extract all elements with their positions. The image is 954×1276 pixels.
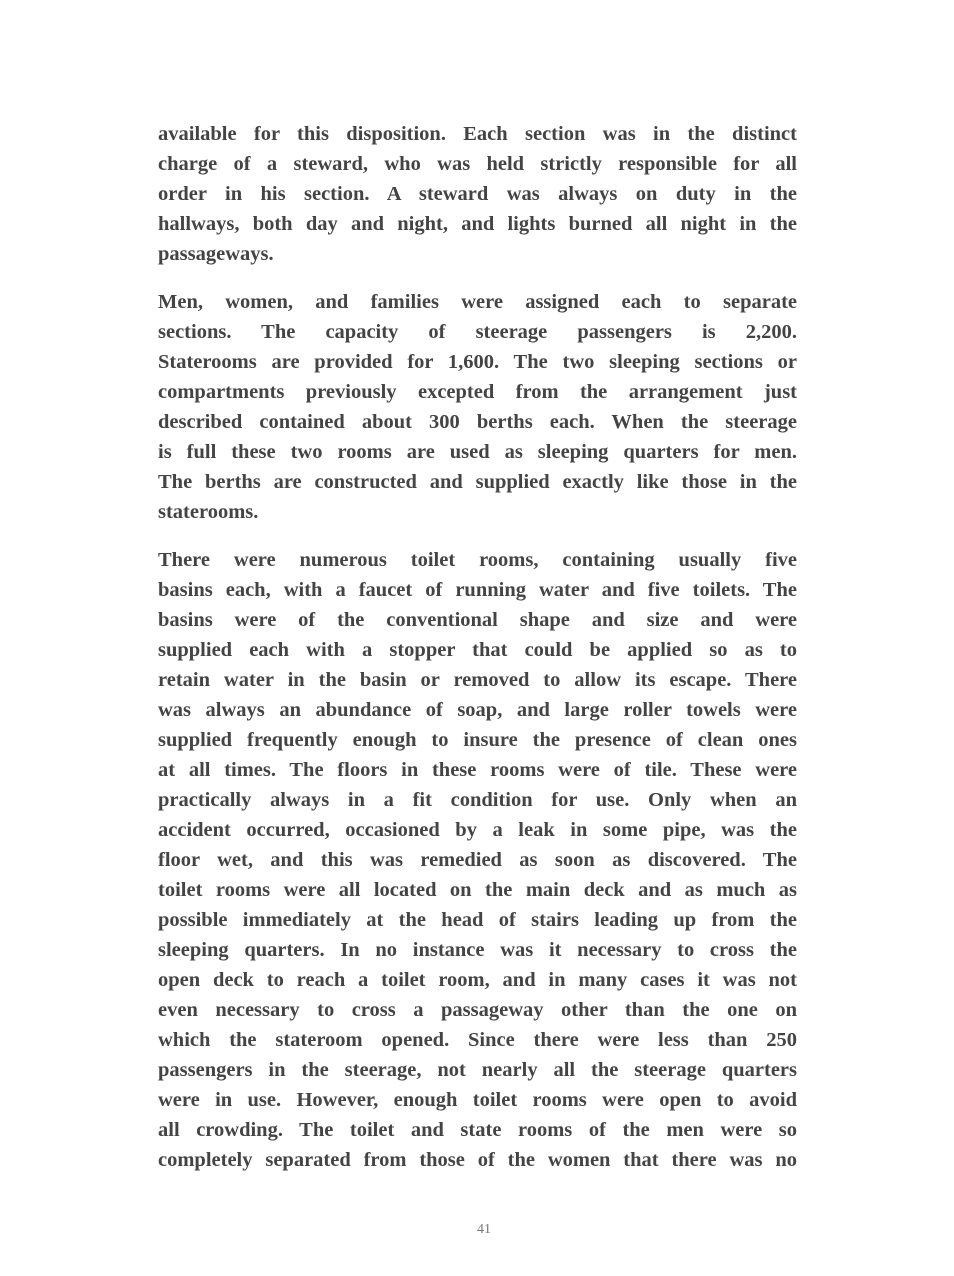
text-line: sleeping quarters. In no instance was it necessary to cross the [158, 939, 797, 961]
text-line: available for this disposition. Each section was in the distinct [158, 123, 797, 145]
text-line: possible immediately at the head of stairs leading up from the [158, 909, 797, 931]
paragraph [158, 545, 797, 1175]
text-line: order in his section. A steward was always on duty in the [158, 183, 797, 205]
text-line: open deck to reach a toilet room, and in many cases it was not [158, 969, 797, 991]
text-line: There were numerous toilet rooms, containing usually five [158, 549, 797, 571]
text-line: practically always in a fit condition for use. Only when an [158, 789, 797, 811]
text-line: described contained about 300 berths each. When the steerage [158, 411, 797, 433]
text-line: hallways, both day and night, and lights burned all night in the [158, 213, 797, 235]
text-line: were in use. However, enough toilet rooms were open to avoid [158, 1089, 797, 1111]
text-line: is full these two rooms are used as sleeping quarters for men. [158, 441, 797, 463]
text-line: compartments previously excepted from the arrangement just [158, 381, 797, 403]
text-line: retain water in the basin or removed to allow its escape. There [158, 669, 797, 691]
text-line: toilet rooms were all located on the main deck and as much as [158, 879, 797, 901]
text-line: staterooms. [158, 501, 259, 523]
text-line: floor wet, and this was remedied as soon as discovered. The [158, 849, 797, 871]
text-line: passageways. [158, 243, 274, 265]
text-line: supplied frequently enough to insure the presence of clean ones [158, 729, 797, 751]
text-line: sections. The capacity of steerage passengers is 2,200. [158, 321, 797, 343]
text-line: all crowding. The toilet and state rooms of the men were so [158, 1119, 797, 1141]
text-line: even necessary to cross a passageway other than the one on [158, 999, 797, 1021]
text-line: basins each, with a faucet of running water and five toilets. The [158, 579, 797, 601]
text-line: which the stateroom opened. Since there were less than 250 [158, 1029, 797, 1051]
text-line: passengers in the steerage, not nearly all the steerage quarters [158, 1059, 797, 1081]
page-number: 41 [477, 1222, 491, 1237]
text-line: accident occurred, occasioned by a leak in some pipe, was the [158, 819, 797, 841]
text-line: was always an abundance of soap, and large roller towels were [158, 699, 797, 721]
text-line: Men, women, and families were assigned each to separate [158, 291, 797, 313]
text-line: completely separated from those of the women that there was no [158, 1149, 797, 1171]
text-line: at all times. The floors in these rooms were of tile. These were [158, 759, 797, 781]
text-line: supplied each with a stopper that could be applied so as to [158, 639, 797, 661]
paragraph [158, 287, 797, 527]
text-line: Staterooms are provided for 1,600. The two sleeping sections or [158, 351, 797, 373]
body-text [158, 119, 797, 1193]
paragraph [158, 119, 797, 269]
text-line: basins were of the conventional shape and size and were [158, 609, 797, 631]
text-line: The berths are constructed and supplied exactly like those in the [158, 471, 797, 493]
text-line: charge of a steward, who was held strictly responsible for all [158, 153, 797, 175]
